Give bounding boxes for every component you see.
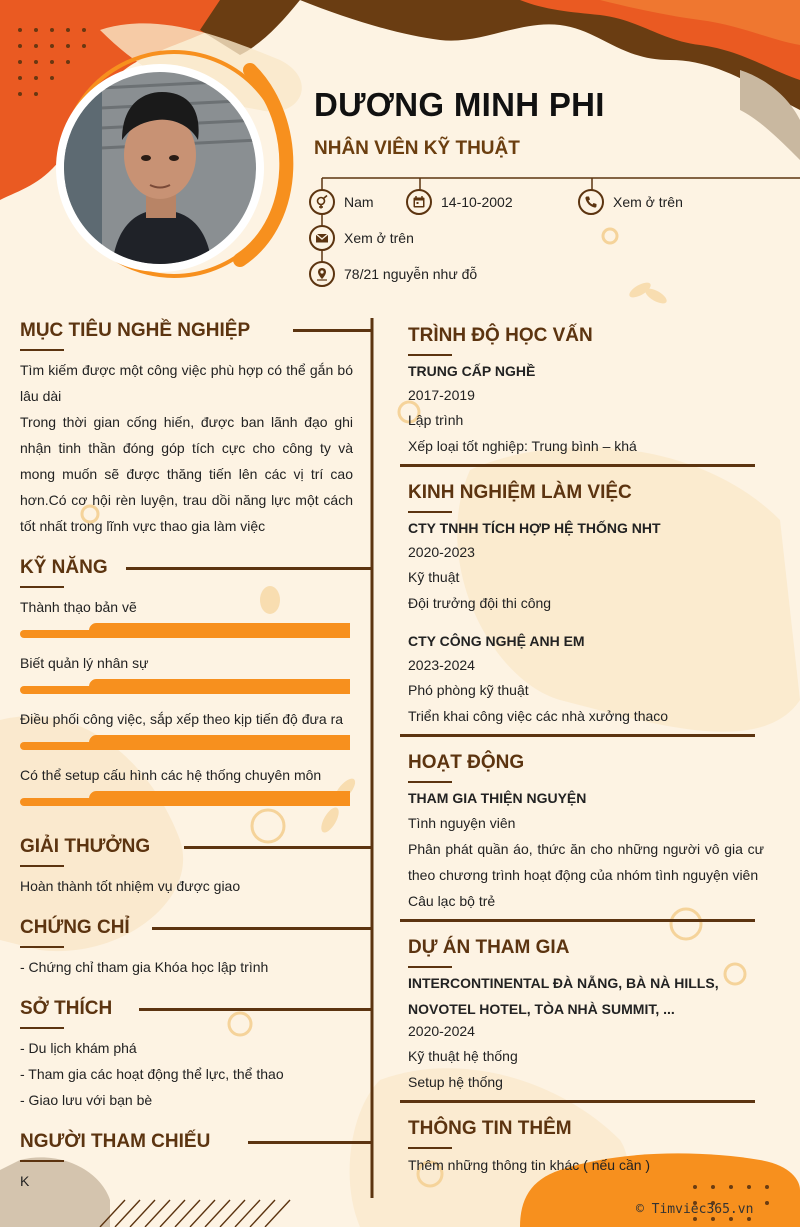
activity-extra: Câu lạc bộ trẻ (408, 893, 496, 909)
section-title-skills: KỸ NĂNG (20, 557, 108, 579)
info-phone (578, 187, 683, 217)
project-name: INTERCONTINENTAL ĐÀ NẴNG, BÀ NÀ HILLS, NOVOTEL HOTEL, TÒA NHÀ SUMMIT, ... (408, 975, 719, 1017)
project-period: 2020-2024 (408, 1023, 475, 1039)
hobby-item: - Tham gia các hoạt động thể lực, thể thao (20, 1066, 284, 1082)
avatar (62, 70, 258, 266)
email-value: Xem ở trên (344, 230, 414, 246)
section-divider (400, 1100, 755, 1103)
section-title-references: NGƯỜI THAM CHIẾU (20, 1131, 210, 1153)
project-description: Setup hệ thống (408, 1074, 503, 1090)
calendar-icon (406, 189, 432, 215)
skill-label: Thành thạo bản vẽ (20, 599, 137, 615)
hobby-item: - Du lịch khám phá (20, 1040, 137, 1056)
birthdate-value: 14-10-2002 (441, 194, 513, 210)
skill-bar (20, 735, 350, 750)
section-divider (152, 927, 373, 930)
section-title-objective: MỤC TIÊU NGHỀ NGHIỆP (20, 320, 250, 342)
hobby-item: - Giao lưu với bạn bè (20, 1092, 153, 1108)
envelope-icon (309, 225, 335, 251)
job-title: NHÂN VIÊN KỸ THUẬT (314, 138, 520, 159)
objective-text-1: Tìm kiếm được một công việc phù hợp có thể gắn bó lâu dài (20, 362, 353, 404)
skill-label: Điều phối công việc, sắp xếp theo kịp tiến độ đưa ra (20, 711, 344, 727)
section-divider (400, 464, 755, 467)
section-divider (184, 846, 373, 849)
phone-icon (578, 189, 604, 215)
info-birthdate (406, 187, 513, 217)
gender-icon (309, 189, 335, 215)
section-divider (293, 329, 373, 332)
watermark: © Timviec365.vn (636, 1202, 754, 1217)
candidate-name: DƯƠNG MINH PHI (314, 86, 605, 123)
skill-bar (20, 791, 350, 806)
activity-role: Tình nguyện viên (408, 815, 516, 831)
skill-label: Có thể setup cấu hình các hệ thống chuyên môn (20, 767, 322, 783)
section-divider (248, 1141, 373, 1144)
section-divider (400, 919, 755, 922)
job-company: CTY TNHH TÍCH HỢP HỆ THỐNG NHT (408, 520, 661, 536)
education-school: TRUNG CẤP NGHỀ (408, 363, 536, 379)
address-value: 78/21 nguyễn như đỗ (344, 266, 478, 282)
job-period: 2020-2023 (408, 544, 475, 560)
awards-text: Hoàn thành tốt nhiệm vụ được giao (20, 878, 241, 894)
skill-bar (20, 623, 350, 638)
section-title-awards: GIẢI THƯỞNG (20, 836, 150, 858)
phone-value: Xem ở trên (613, 194, 683, 210)
more-info-text: Thêm những thông tin khác ( nếu cần ) (408, 1157, 651, 1173)
section-title-more-info: THÔNG TIN THÊM (408, 1118, 572, 1140)
section-title-experience: KINH NGHIỆM LÀM VIỆC (408, 482, 632, 504)
info-address (309, 259, 477, 289)
job-description: Triển khai công việc các nhà xưởng thaco (408, 708, 669, 724)
section-title-hobbies: SỞ THÍCH (20, 998, 112, 1020)
activity-description: Phân phát quần áo, thức ăn cho những người vô gia cư theo chương trình hoạt động của nhóm tình nguyện viên (408, 841, 764, 883)
references-text: K (20, 1173, 30, 1189)
activity-name: THAM GIA THIỆN NGUYỆN (408, 790, 587, 806)
project-role: Kỹ thuật hệ thống (408, 1048, 518, 1064)
info-email (309, 223, 414, 253)
info-gender (309, 187, 374, 217)
job-company: CTY CÔNG NGHỆ ANH EM (408, 633, 585, 649)
objective-text-2: Trong thời gian cống hiến, được ban lãnh đạo ghi nhận tinh thần đóng góp tích cực cho công ty và mong muốn sẽ được thăng tiến lên các vị trí cao hơn.Có cơ hội rèn luyện, trau dồi năng lực một cách tốt nhất trong lĩnh vực thao gia làm việc (20, 414, 353, 534)
skill-label: Biết quản lý nhân sự (20, 655, 149, 671)
skill-bar (20, 679, 350, 694)
section-divider (126, 567, 373, 570)
job-role: Kỹ thuật (408, 569, 460, 585)
education-period: 2017-2019 (408, 387, 475, 403)
job-description: Đội trưởng đội thi công (408, 595, 552, 611)
gender-value: Nam (344, 194, 374, 210)
section-title-education: TRÌNH ĐỘ HỌC VẤN (408, 325, 593, 347)
section-title-projects: DỰ ÁN THAM GIA (408, 937, 569, 959)
location-pin-icon (309, 261, 335, 287)
job-period: 2023-2024 (408, 657, 475, 673)
education-grade: Xếp loại tốt nghiệp: Trung bình – khá (408, 438, 637, 454)
education-major: Lập trình (408, 412, 464, 428)
section-title-certificates: CHỨNG CHỈ (20, 917, 130, 939)
job-role: Phó phòng kỹ thuật (408, 682, 529, 698)
section-divider (400, 734, 755, 737)
section-title-activities: HOẠT ĐỘNG (408, 752, 524, 774)
section-divider (139, 1008, 373, 1011)
certificates-text: - Chứng chỉ tham gia Khóa học lập trình (20, 959, 269, 975)
